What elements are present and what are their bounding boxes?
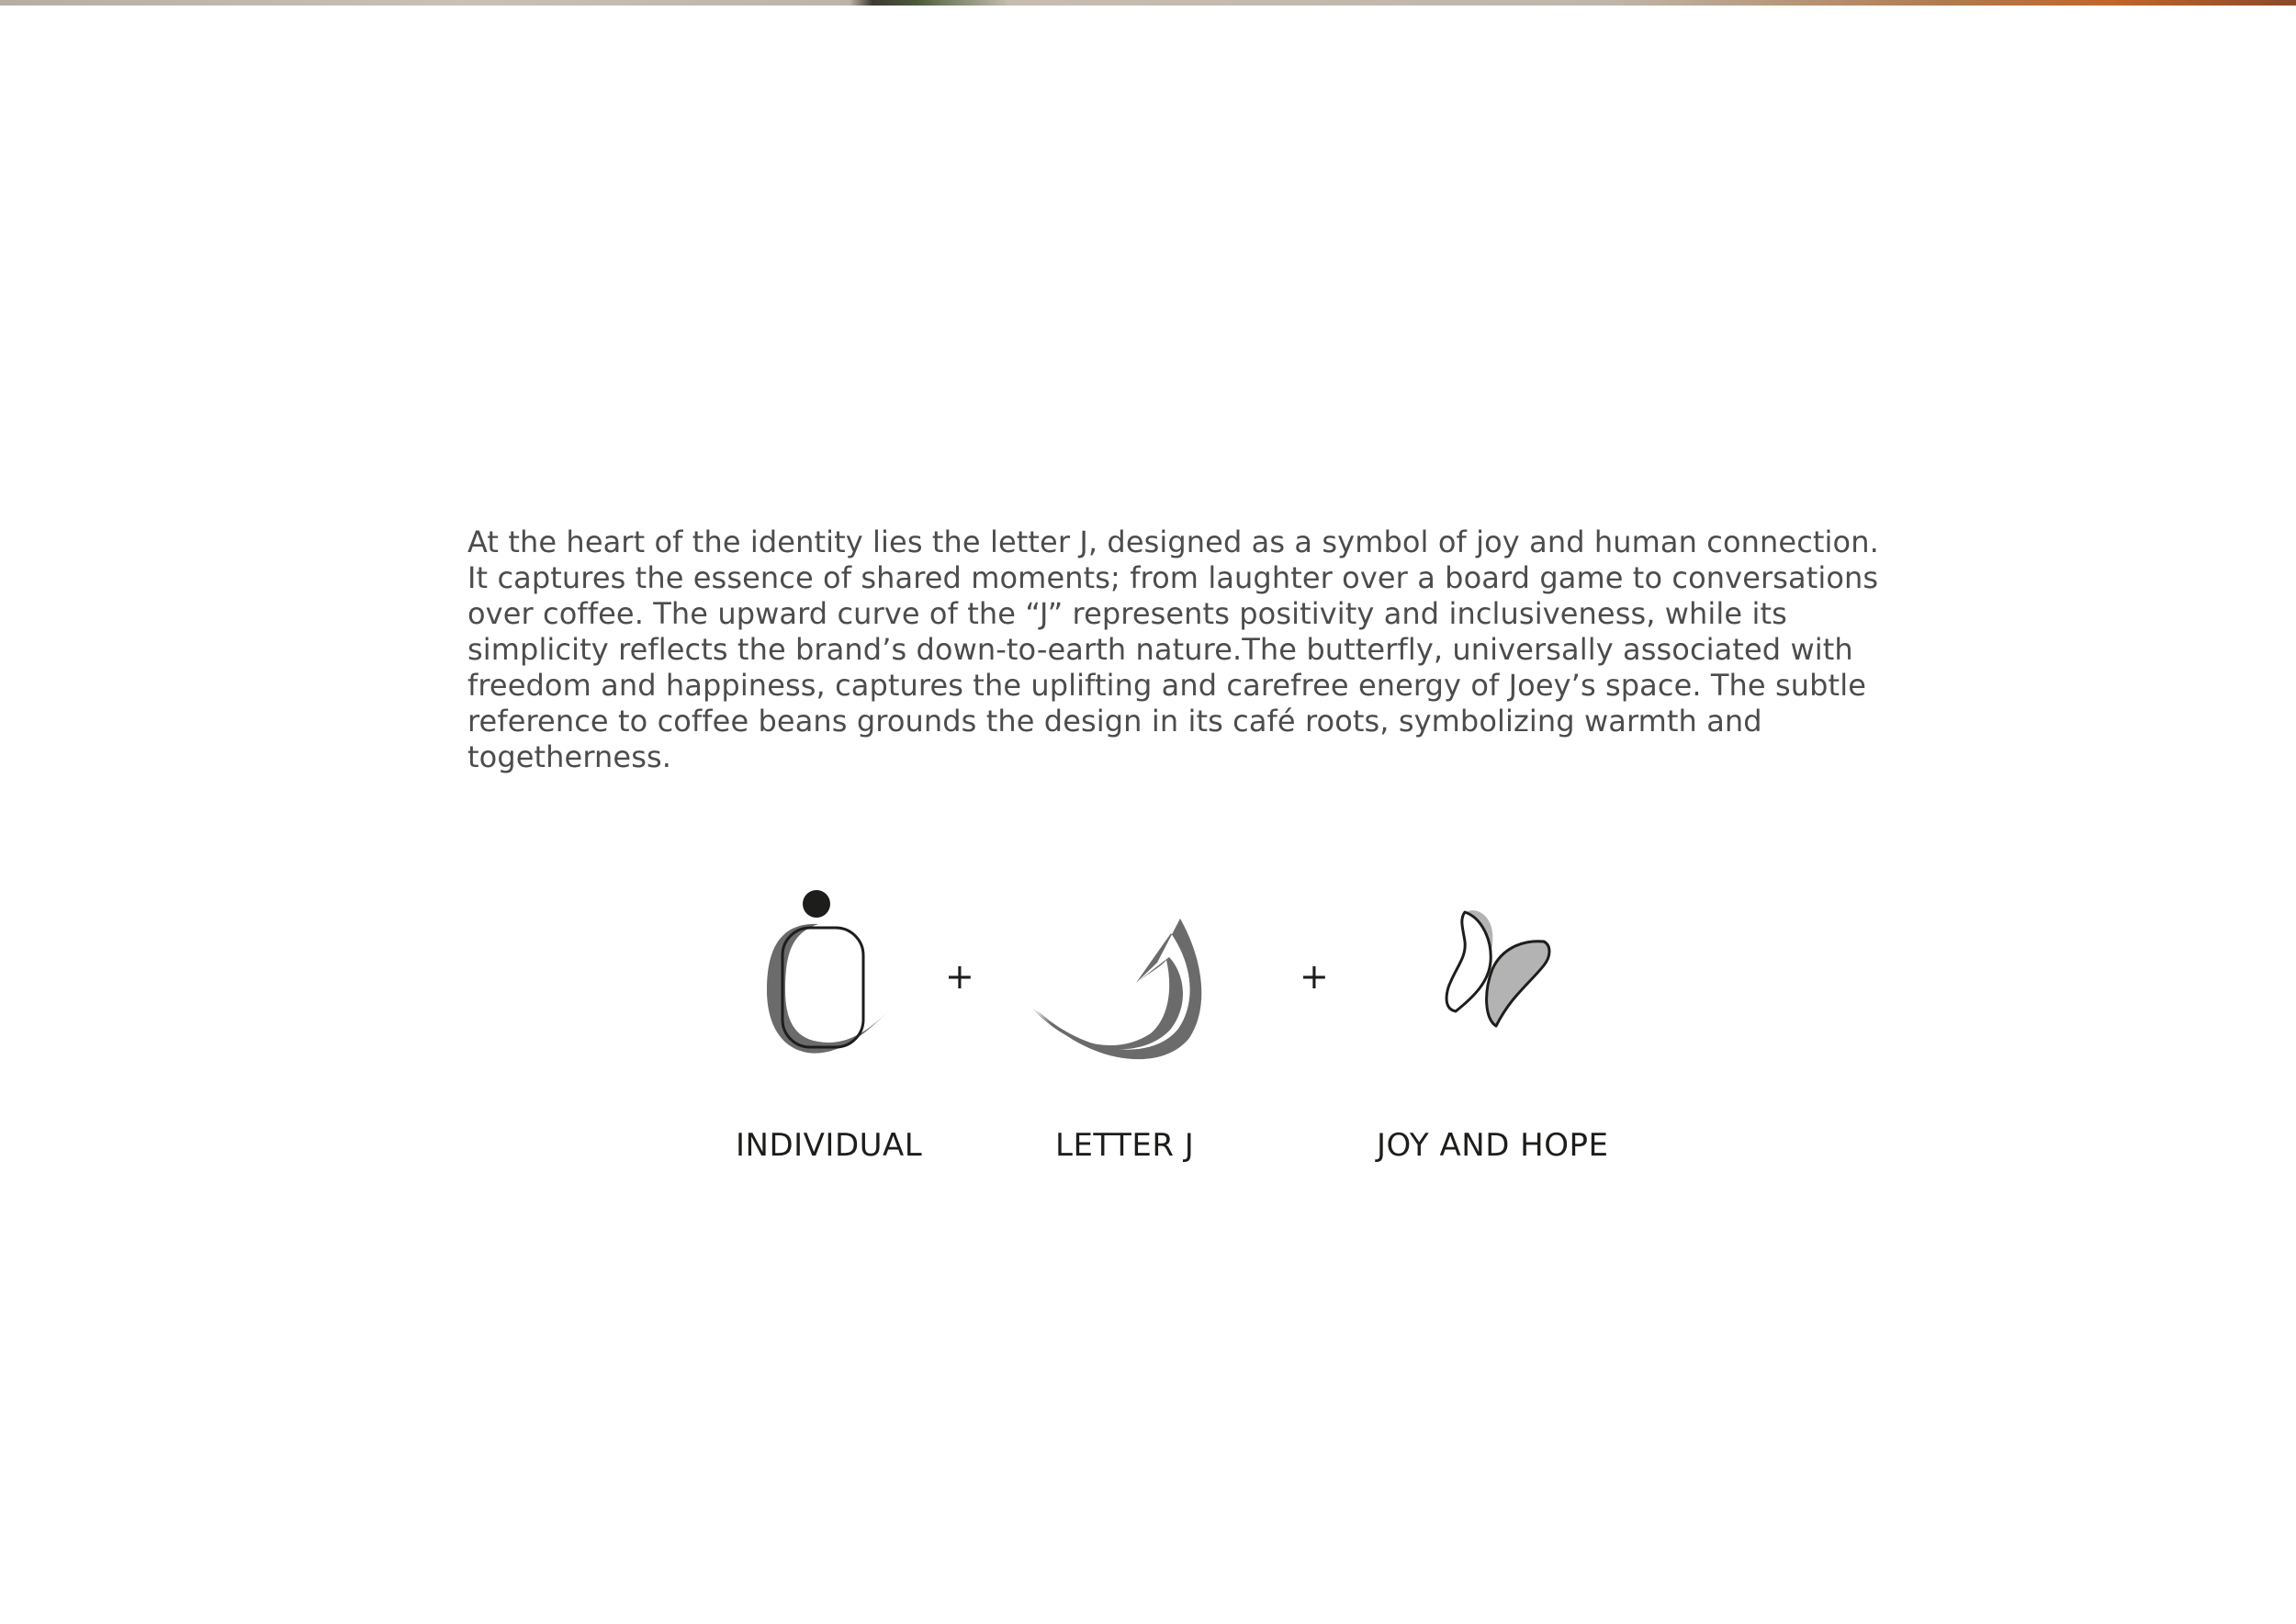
individual-figure-icon bbox=[758, 882, 895, 1066]
letter-j-curve-icon bbox=[1033, 909, 1217, 1070]
butterfly-icon bbox=[1437, 905, 1575, 1033]
letter-j-curve bbox=[1033, 957, 1183, 1049]
caption-individual: INDIVIDUAL bbox=[736, 1127, 923, 1164]
caption-letter-j: LETTER J bbox=[1055, 1127, 1195, 1164]
plus-sign-1: + bbox=[945, 956, 974, 997]
top-photo-strip bbox=[0, 0, 2296, 6]
identity-description: At the heart of the identity lies the letter J, designed as a symbol of joy and human connection. It captures the essence of shared moments; from laughter over a board game to conversations over coffee. The upward curve of the “J” represents positivity and inclusiveness, while its simplicity reflects the brand’s down-to-earth nature.The butterfly, universally associated with freedom and happiness, captures the uplifting and carefree energy of Joey’s space. The subtle reference to coffee beans grounds the design in its café roots, symbolizing warmth and togetherness. bbox=[467, 524, 1879, 774]
butterfly-right-wing bbox=[1487, 942, 1549, 1026]
plus-sign-2: + bbox=[1300, 956, 1329, 997]
caption-joy-and-hope: JOY AND HOPE bbox=[1377, 1127, 1609, 1164]
individual-head bbox=[803, 890, 830, 918]
